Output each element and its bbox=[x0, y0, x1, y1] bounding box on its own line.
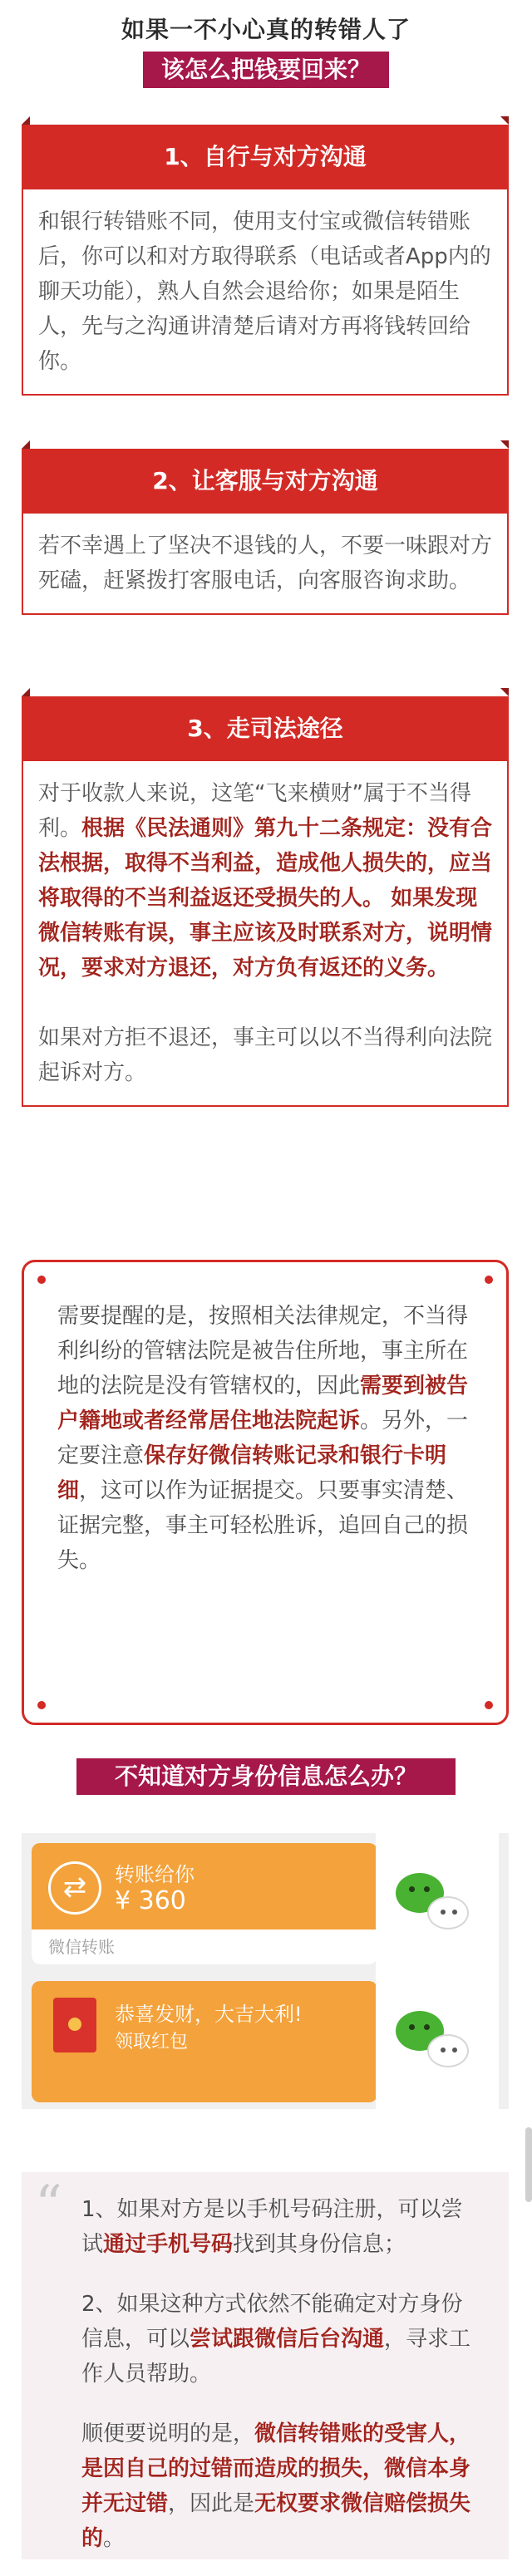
wechat-logo-icon bbox=[427, 2034, 469, 2067]
quote-text: 顺便要说明的是， bbox=[81, 2421, 255, 2446]
notice-text-1: 需要提醒的是，按照相关法律规定，不当得利纠纷的管辖法院是被告住所地，事主所在地的法院是没有管辖权的，因此 bbox=[57, 1304, 469, 1399]
transfer-footer: 微信转账 bbox=[32, 1930, 377, 1964]
scrollbar[interactable] bbox=[525, 2127, 532, 2202]
notice-box bbox=[22, 1260, 509, 1725]
corner-dot bbox=[37, 1276, 46, 1284]
notice-emphasis-1: 需要到被告户籍地或者经常居住地法院起诉 bbox=[57, 1374, 469, 1433]
packet-title: 恭喜发财，大吉大利! bbox=[115, 2003, 303, 2026]
transfer-amount: ¥ 360 bbox=[115, 1886, 186, 1915]
quote-text: ，寻求工作人员帮助。 bbox=[81, 2327, 471, 2387]
hero-title-line2: 该怎么把钱要回来？ bbox=[143, 52, 389, 88]
quote-emphasis: 微信转错账的受害人，是因自己的过错而造成的损失，微信本身并无过错 bbox=[81, 2421, 471, 2516]
section-3-body bbox=[22, 761, 509, 1107]
section-2-body: 若不幸遇上了坚决不退钱的人，不要一味跟对方死磕，赶紧拨打客服电话，向客服咨询求助。 bbox=[22, 514, 509, 615]
notice-text bbox=[57, 1299, 473, 1578]
quote-paragraph-2 bbox=[81, 2287, 484, 2392]
avatar bbox=[376, 1833, 499, 1971]
section-3 bbox=[22, 696, 509, 1107]
red-envelope-icon bbox=[53, 1998, 96, 2052]
red-packet-bubble[interactable] bbox=[32, 1981, 377, 2102]
transfer-title: 转账给你 bbox=[115, 1863, 195, 1886]
envelope-seal-icon bbox=[68, 2018, 81, 2031]
avatar bbox=[376, 1971, 499, 2109]
quote-text: 找到其身份信息； bbox=[233, 2232, 406, 2257]
quote-emphasis: 通过手机号码 bbox=[103, 2232, 234, 2257]
quote-mark-icon: “ bbox=[35, 2175, 62, 2236]
quote-paragraph-1 bbox=[81, 2192, 484, 2262]
chat-packet-row bbox=[22, 1971, 509, 2109]
transfer-arrows-icon: ⇄ bbox=[48, 1861, 101, 1915]
corner-dot bbox=[37, 1701, 46, 1709]
section-1 bbox=[22, 125, 509, 396]
quote-text: ，因此是 bbox=[168, 2491, 255, 2516]
section-3-title: 3、走司法途径 bbox=[22, 696, 509, 761]
quote-block bbox=[22, 2172, 509, 2559]
wechat-logo-icon bbox=[427, 1896, 469, 1930]
section-1-body: 和银行转错账不同，使用支付宝或微信转错账后，你可以和对方取得联系（电话或者App内的聊天功能），熟人自然会退给你；如果是陌生人，先与之沟通讲清楚后请对方再将钱转回给你。 bbox=[22, 189, 509, 396]
section-1-title: 1、自行与对方沟通 bbox=[22, 125, 509, 189]
section-2-title: 2、让客服与对方沟通 bbox=[22, 449, 509, 514]
section-3-law-quote: 根据《民法通则》第九十二条规定：没有合法根据，取得不当利益，造成他人损失的，应当将取得的不当利益返还受损失的人。 bbox=[38, 816, 493, 911]
section-3-advice: 如果发现微信转账有误，事主应该及时联系对方，说明情况，要求对方退还，对方负有返还的义务。 bbox=[38, 886, 493, 981]
corner-dot bbox=[485, 1701, 493, 1709]
quote-emphasis: 无权要求微信赔偿损失的 bbox=[81, 2491, 471, 2551]
section-3-text: 对于收款人来说，这笔“飞来横财”属于不当得利。 bbox=[38, 781, 471, 841]
quote-text: 。 bbox=[103, 2526, 126, 2551]
packet-subtitle: 领取红包 bbox=[115, 2032, 189, 2052]
quote-text: 2、如果这种方式依然不能确定对方身份信息，可以 bbox=[81, 2292, 463, 2352]
section-3-paragraph-2: 如果对方拒不退还，事主可以以不当得利向法院起诉对方。 bbox=[38, 1025, 493, 1085]
hero-title-line1: 如果一不小心真的转错人了 bbox=[121, 16, 411, 43]
section-2 bbox=[22, 449, 509, 615]
question-heading: 不知道对方身份信息怎么办？ bbox=[76, 1758, 456, 1795]
notice-emphasis-2: 保存好微信转账记录和银行卡明细 bbox=[57, 1443, 447, 1503]
section-3-paragraph-1 bbox=[38, 776, 495, 986]
notice-text-2: 。另外，一定要注意 bbox=[57, 1408, 469, 1468]
corner-dot bbox=[485, 1276, 493, 1284]
notice-text-3: ，这可以作为证据提交。只要事实清楚、证据完整，事主可轻松胜诉，追回自己的损失。 bbox=[57, 1478, 469, 1573]
quote-paragraph-3 bbox=[81, 2416, 484, 2556]
quote-emphasis: 尝试跟微信后台沟通 bbox=[190, 2327, 385, 2352]
chat-transfer-row bbox=[22, 1833, 509, 1971]
quote-text: 1、如果对方是以手机号码注册，可以尝试 bbox=[81, 2197, 463, 2257]
transfer-bubble[interactable] bbox=[32, 1843, 377, 1964]
